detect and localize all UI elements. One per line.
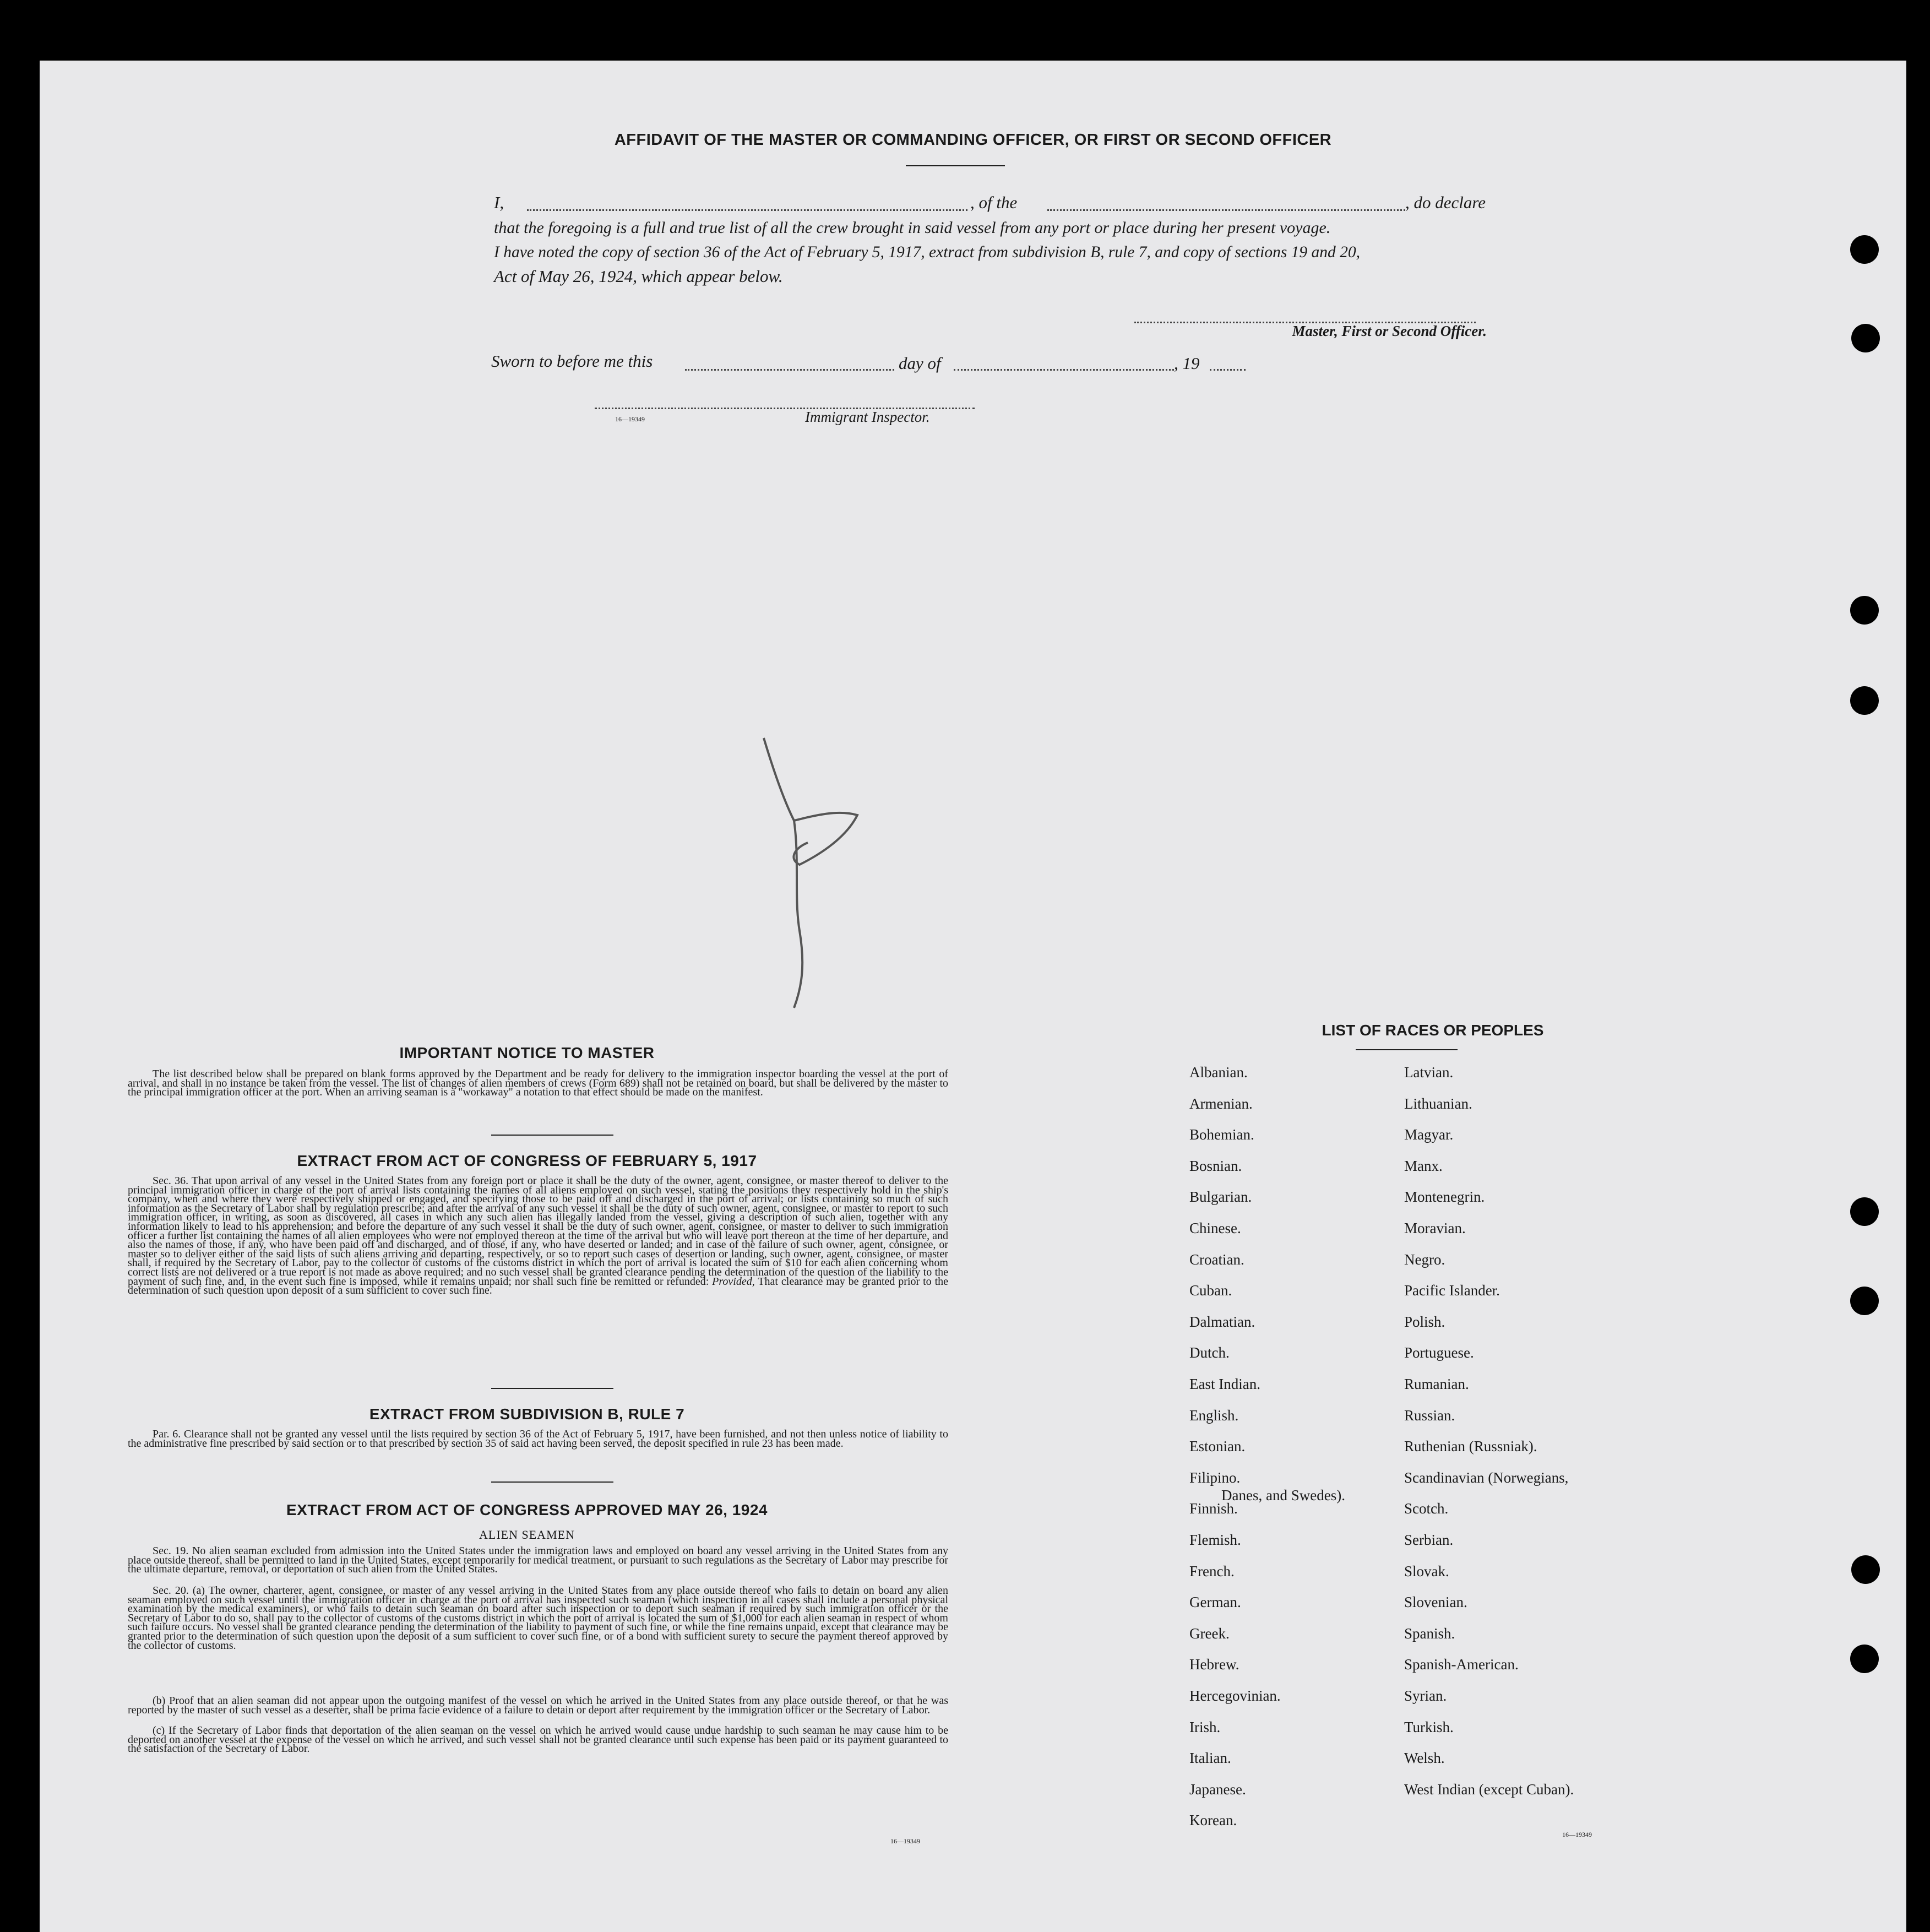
race-item: Russian. [1404,1407,1455,1424]
race-item: Slovak. [1404,1562,1449,1580]
race-item: German. [1189,1594,1241,1611]
inspector-label: Immigrant Inspector. [805,409,930,425]
race-item: Spanish-American. [1404,1656,1519,1673]
affidavit-line-1c [1405,191,1537,215]
sec36-text-end: That clearance may be granted prior to the determination of such question upon deposit of a sum sufficient to cover such fine. [128,1275,949,1297]
extract-1917-text [128,1176,948,1295]
race-item: French. [1189,1562,1235,1580]
divider [491,1135,613,1136]
day-of-label: day of [899,354,941,373]
race-item: Cuban. [1189,1282,1232,1299]
affidavit-line-4: Act of May 26, 1924, which appear below. [494,267,783,286]
race-item: Chinese. [1189,1220,1241,1236]
provided-word: Provided, [712,1275,755,1288]
month-blank [954,369,1174,371]
affidavit-i-label: I, [494,193,504,212]
sec20c-text: (c) If the Secretary of Labor finds that deportation of the alien seaman on the vessel on which he arrived would cause undue hardship to such seaman he may cause him to be deported on another vessel at the expense of the vessel on which he arrived, and such vessel shall not be granted clearance until such expense has been paid or its payment guaranteed to the satisfaction of the Secretary of Labor. [128,1724,948,1755]
race-item: West Indian (except Cuban). [1404,1781,1574,1798]
race-item: Turkish. [1404,1718,1454,1735]
race-item: Irish. [1189,1718,1221,1735]
race-item: Bulgarian. [1189,1188,1252,1206]
signer-label: Master, First or Second Officer. [1292,323,1487,339]
extract-1917-title: EXTRACT FROM ACT OF CONGRESS OF FEBRUARY 5, 1917 [297,1152,757,1169]
divider [491,1481,613,1483]
day-blank [685,369,894,371]
binder-hole [1850,1645,1879,1673]
race-item: Italian. [1189,1750,1231,1767]
year-blank [1210,369,1246,371]
sec36-text: Sec. 36. That upon arrival of any vessel in the United States from any foreign port or place it shall be the duty of the owner, agent, consignee, or master thereof to deliver to the principal immigration officer in charge of the port of arrival lists containing the names of all aliens employed on such vessel, stating the positions they respectively hold in the ship's company, when and where they were respectively shipped or engaged, and specifying those to be paid off and discharged in the port of arrival; or lists containing so much of such information as the Secretary of Labor shall by regulation prescribe; and after the arrival of any such vessel it shall be the duty of such owner, agent, consignee, or master to report to such immigration officer, in writing, as soon as discovered, all cases in which any such alien has illegally landed from the vessel, giving a description of such alien, together with any information likely to lead to his apprehension; and before the departure of any such vessel it shall be the duty of such owner, agent, consignee, or master to deliver to such immigration officer a further list containing the names of all alien employees who were not employed thereon at the time of the arrival but who will leave port thereon at the time of her departure, and also the names of those, if any, who have been paid off and discharged, and of those, if any, who have deserted or landed; and in case of the failure of such owner, agent, consignee, or master so to deliver either of the said lists of such aliens arriving and departing, respectively, or so to report such cases of desertion or landing, such owner, agent, consignee, or master shall, if required by the Secretary of Labor, pay to the collector of customs of the customs district in which the port of arrival is located the sum of $10 for each alien concerning whom correct lists are not delivered or a true report is not made as above required; and no such vessel shall be granted clearance pending the determination of the question of the liability to the payment of such fine, and, in the event such fine is imposed, while it remains unpaid; nor shall such fine be remitted or refunded: [128,1175,948,1288]
sworn-line [491,351,653,376]
of-the-label: , of the [970,193,1018,212]
race-item: Dutch. [1189,1344,1230,1361]
race-item: Danes, and Swedes). [1221,1486,1345,1504]
extract-1924-title: EXTRACT FROM ACT OF CONGRESS APPROVED MAY 26, 1924 [286,1501,768,1518]
extract-rule7-text: Par. 6. Clearance shall not be granted any vessel until the lists required by section 36 of the Act of February 5, 1917, have been furnished, and not then unless notice of liability to the administrative fine prescribed by said section or to that prescribed by section 35 of said act having been served, the deposit specified in rule 23 has been made. [128,1428,948,1450]
binder-hole [1851,1555,1880,1584]
form-number: 16—19349 [1562,1831,1592,1838]
alien-seamen-subtitle: ALIEN SEAMEN [479,1528,575,1542]
race-item: Latvian. [1404,1064,1454,1081]
binder-hole [1850,1287,1879,1315]
race-item: Pacific Islander. [1404,1282,1500,1299]
race-item: Korean. [1189,1812,1237,1829]
vessel-blank [1047,209,1405,211]
binder-hole [1850,1197,1879,1226]
affidavit-title: AFFIDAVIT OF THE MASTER OR COMMANDING OFFICER, OR FIRST OR SECOND OFFICER [614,131,1332,149]
notice-title: IMPORTANT NOTICE TO MASTER [399,1044,655,1061]
race-item: Finnish. [1189,1500,1238,1517]
race-item: Croatian. [1189,1251,1244,1268]
race-item: Greek. [1189,1625,1230,1642]
form-number: 16—19349 [890,1837,920,1845]
divider [1356,1049,1458,1050]
pencil-mark [711,732,877,1019]
race-item: Armenian. [1189,1095,1253,1112]
name-blank [527,209,967,211]
race-item: Magyar. [1404,1126,1454,1143]
divider [491,1388,613,1389]
race-item: Estonian. [1189,1438,1246,1455]
binder-hole [1851,324,1880,352]
binder-hole [1850,596,1879,625]
race-item: Spanish. [1404,1625,1455,1642]
document-page [40,61,1906,1932]
sworn-day-of [899,351,965,376]
race-item: Hebrew. [1189,1656,1239,1673]
affidavit-line-3: I have noted the copy of section 36 of the Act of February 5, 1917, extract from subdivision B, rule 7, and copy of sections 19 and 20, [494,243,1361,261]
race-item: English. [1189,1407,1239,1424]
title-underline [906,165,1005,166]
sec19-text: Sec. 19. No alien seaman excluded from admission into the United States under the immigration laws and employed on board any vessel arriving in the United States from any place outside thereof, shall be permitted to land in the United States, except temporarily for medical treatment, or pursuant to such regulations as the Secretary of Labor may prescribe for the ultimate departure, removal, or deportation of such alien from the United States. [128,1545,948,1576]
extract-rule7-title: EXTRACT FROM SUBDIVISION B, RULE 7 [369,1405,685,1423]
race-item: Japanese. [1189,1781,1246,1798]
do-declare-label: , do declare [1405,193,1486,212]
race-item: Portuguese. [1404,1344,1474,1361]
race-item: Welsh. [1404,1750,1445,1767]
binder-hole [1850,235,1879,264]
race-item: Dalmatian. [1189,1313,1255,1330]
race-item: Polish. [1404,1313,1445,1330]
race-item: Lithuanian. [1404,1095,1472,1112]
sworn-label: Sworn to before me this [491,351,653,371]
affidavit-line-2: that the foregoing is a full and true list of all the crew brought in said vessel from any port or place during her present voyage. [494,219,1331,237]
race-item: Scandinavian (Norwegians, [1404,1469,1569,1486]
race-item: Bohemian. [1189,1126,1254,1143]
sworn-year [1174,351,1240,376]
race-item: Slovenian. [1404,1594,1467,1611]
year-label: , 19 [1174,354,1200,373]
race-item: Manx. [1404,1157,1443,1174]
binder-hole [1850,686,1879,715]
race-item: Albanian. [1189,1064,1248,1081]
race-item: Serbian. [1404,1532,1454,1548]
race-item: Syrian. [1404,1687,1447,1704]
race-item: Negro. [1404,1251,1445,1268]
race-item: Moravian. [1404,1220,1466,1236]
race-item: Rumanian. [1404,1376,1469,1392]
race-item: Ruthenian (Russniak). [1404,1438,1537,1455]
races-title: LIST OF RACES OR PEOPLES [1322,1022,1544,1039]
sec20a-text: Sec. 20. (a) The owner, charterer, agent, consignee, or master of any vessel arriving in the United States from any place outside thereof who fails to detain on board any alien seaman employed on such vessel until the immigration officer in charge at the port of arrival has inspected such seaman (which inspection in all cases shall include a personal physical examination by the medical examiners), or who fails to detain such seaman on board after such inspection or to deport such seaman if required by such immigration officer or the Secretary of Labor to do so, shall pay to the collector of customs of the customs district in which the port of arrival is located the sum of $1,000 for each alien seaman in respect of whom such failure occurs. No vessel shall be granted clearance pending the determination of the liability to payment of such fine, or while the fine remains unpaid, except that clearance may be granted prior to the determination of such question upon the deposit of a sum sufficient to cover such fine, or of a bond with sufficient surety to secure the payment thereof approved by the collector of customs. [128,1584,948,1652]
race-item: Hercegovinian. [1189,1687,1281,1704]
race-item: East Indian. [1189,1376,1260,1392]
race-item: Montenegrin. [1404,1188,1485,1206]
notice-text: The list described below shall be prepared on blank forms approved by the Department and be ready for delivery to the immigration inspector boarding the vessel at the port of arrival, and shall in no instance be taken from the vessel. The list of changes of alien members of crews (Form 689) shall not be retained on board, but shall be delivered by the master to the principal immigration officer at the port. When an arriving seaman is a "workaway" a notation to that effect should be made on the manifest. [128,1068,948,1099]
race-item: Bosnian. [1189,1157,1242,1174]
race-item: Filipino. [1189,1469,1241,1486]
sec20b-text: (b) Proof that an alien seaman did not appear upon the outgoing manifest of the vessel on which he arrived in the United States from any place outside thereof, or that he was reported by the master of such vessel as a deserter, shall be prima facie evidence of a failure to detain or deport after requirement by the immigration officer or the Secretary of Labor. [128,1695,948,1716]
race-item: Scotch. [1404,1500,1449,1517]
form-number: 16—19349 [615,415,645,423]
race-item: Flemish. [1189,1532,1241,1548]
affidavit-line-1b [970,191,1080,215]
